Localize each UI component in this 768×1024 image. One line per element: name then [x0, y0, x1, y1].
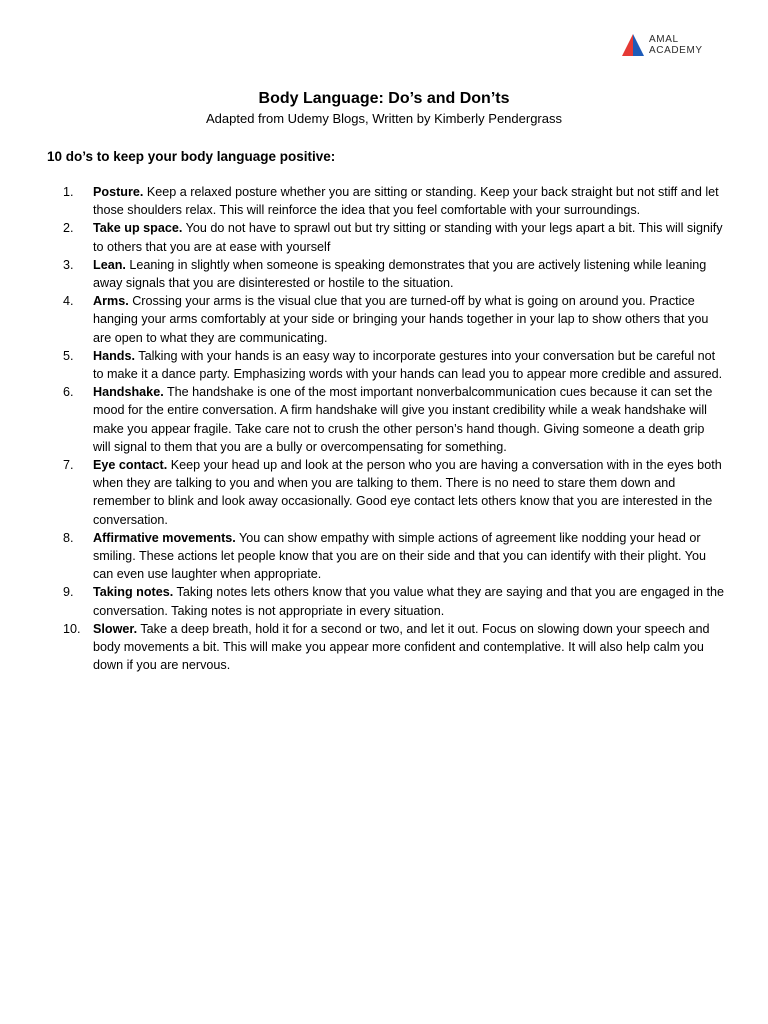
list-item — [0, 292, 725, 347]
list-item-lead: Affirmative movements. — [93, 530, 236, 545]
list-item-text: Taking notes lets others know that you value what they are saying and that you are engaged in the conversation. Taking notes is not appropriate in every situation. — [93, 585, 725, 618]
list-item-text: Take a deep breath, hold it for a second or two, and let it out. Focus on slowing down your speech and body movements a bit. This will make you appear more confident and contemplative. It will also help calm you down if you are nervous. — [93, 621, 710, 673]
list-item-lead: Arms. — [93, 294, 129, 309]
list-item-number: 5. — [63, 348, 74, 363]
list-item — [0, 347, 725, 383]
list-item-number: 6. — [63, 385, 74, 400]
list-item — [0, 583, 725, 619]
amal-academy-logo — [622, 33, 703, 57]
list-item-text: Keep your head up and look at the person who you are having a conversation with in the eyes both when they are talking to you and when you are talking to them. There is no need to stare them down and remember to blink and look away occasionally. Good eye contact lets others know that you are interested in the conversation. — [93, 458, 722, 527]
document-subtitle: Adapted from Udemy Blogs, Written by Kimberly Pendergrass — [206, 111, 562, 126]
list-item-number: 2. — [63, 221, 74, 236]
list-item — [0, 219, 725, 255]
logo-right-shape — [633, 34, 644, 56]
list-item-number: 10. — [63, 621, 81, 636]
list-item — [0, 529, 725, 584]
list-item — [0, 183, 725, 219]
logo-left-shape — [622, 34, 633, 56]
dos-list — [0, 183, 768, 674]
list-item-text: You can show empathy with simple actions of agreement like nodding your head or smiling. These actions let people know that you are on their side and that you can identify with their plight. You can even use laughter when appropriate. — [93, 530, 707, 582]
list-item-text: Crossing your arms is the visual clue that you are turned-off by what is going on around you. Practice hanging your arms comfortably at your side or bringing your hands together in your lap to show others that you are open to what they are communicating. — [93, 294, 709, 345]
list-item — [0, 456, 725, 529]
list-item-number: 1. — [63, 185, 74, 199]
list-item-text: Keep a relaxed posture whether you are sitting or standing. Keep your back straight but not stiff and let those shoulders relax. This will reinforce the idea that you feel comfortable with your surroundings. — [93, 185, 719, 218]
document-title: Body Language: Do’s and Don’ts — [258, 90, 510, 107]
list-item-lead: Eye contact. — [93, 458, 168, 473]
list-item-text: Leaning in slightly when someone is speaking demonstrates that you are actively listening while leaning away signals that you are disinterested or hostile to the situation. — [93, 257, 707, 291]
list-item-lead: Take up space. — [93, 221, 183, 236]
list-item-lead: Posture. — [93, 185, 144, 199]
list-item-lead: Taking notes. — [93, 585, 174, 600]
list-item-lead: Lean. — [93, 257, 126, 272]
section-heading: 10 do’s to keep your body language positive: — [47, 149, 336, 164]
list-item-lead: Hands. — [93, 348, 135, 363]
list-item-lead: Handshake. — [93, 385, 164, 400]
list-item — [0, 256, 725, 292]
list-item — [0, 620, 725, 675]
list-item-lead: Slower. — [93, 621, 138, 636]
list-item-number: 9. — [63, 585, 74, 600]
amal-academy-logo-icon — [622, 33, 645, 57]
list-item-number: 8. — [63, 530, 74, 545]
logo-line-1: AMAL — [649, 33, 679, 45]
list-item-number: 4. — [63, 294, 74, 309]
list-item — [0, 383, 725, 456]
list-item-text: Talking with your hands is an easy way to incorporate gestures into your conversation but be careful not to make it a dance party. Emphasizing words with your hands can lead you to appear more credible and assured. — [93, 348, 723, 382]
list-item-number: 3. — [63, 257, 74, 272]
logo-line-2: ACADEMY — [649, 45, 703, 56]
logo-wordmark — [649, 34, 703, 57]
list-item-text: You do not have to sprawl out but try sitting or standing with your legs apart a bit. This will signify to others that you are at ease with yourself — [93, 221, 723, 254]
list-item-text: The handshake is one of the most important nonverbalcommunication cues because it can set the mood for the entire conversation. A firm handshake will give you instant credibility while a weak handshake will make you appear fragile. Take care not to crush the other person’s hand though. Giving someone a death grip will signal to them that you are a bully or overcompensating for something. — [93, 385, 713, 454]
list-item-number: 7. — [63, 458, 74, 473]
